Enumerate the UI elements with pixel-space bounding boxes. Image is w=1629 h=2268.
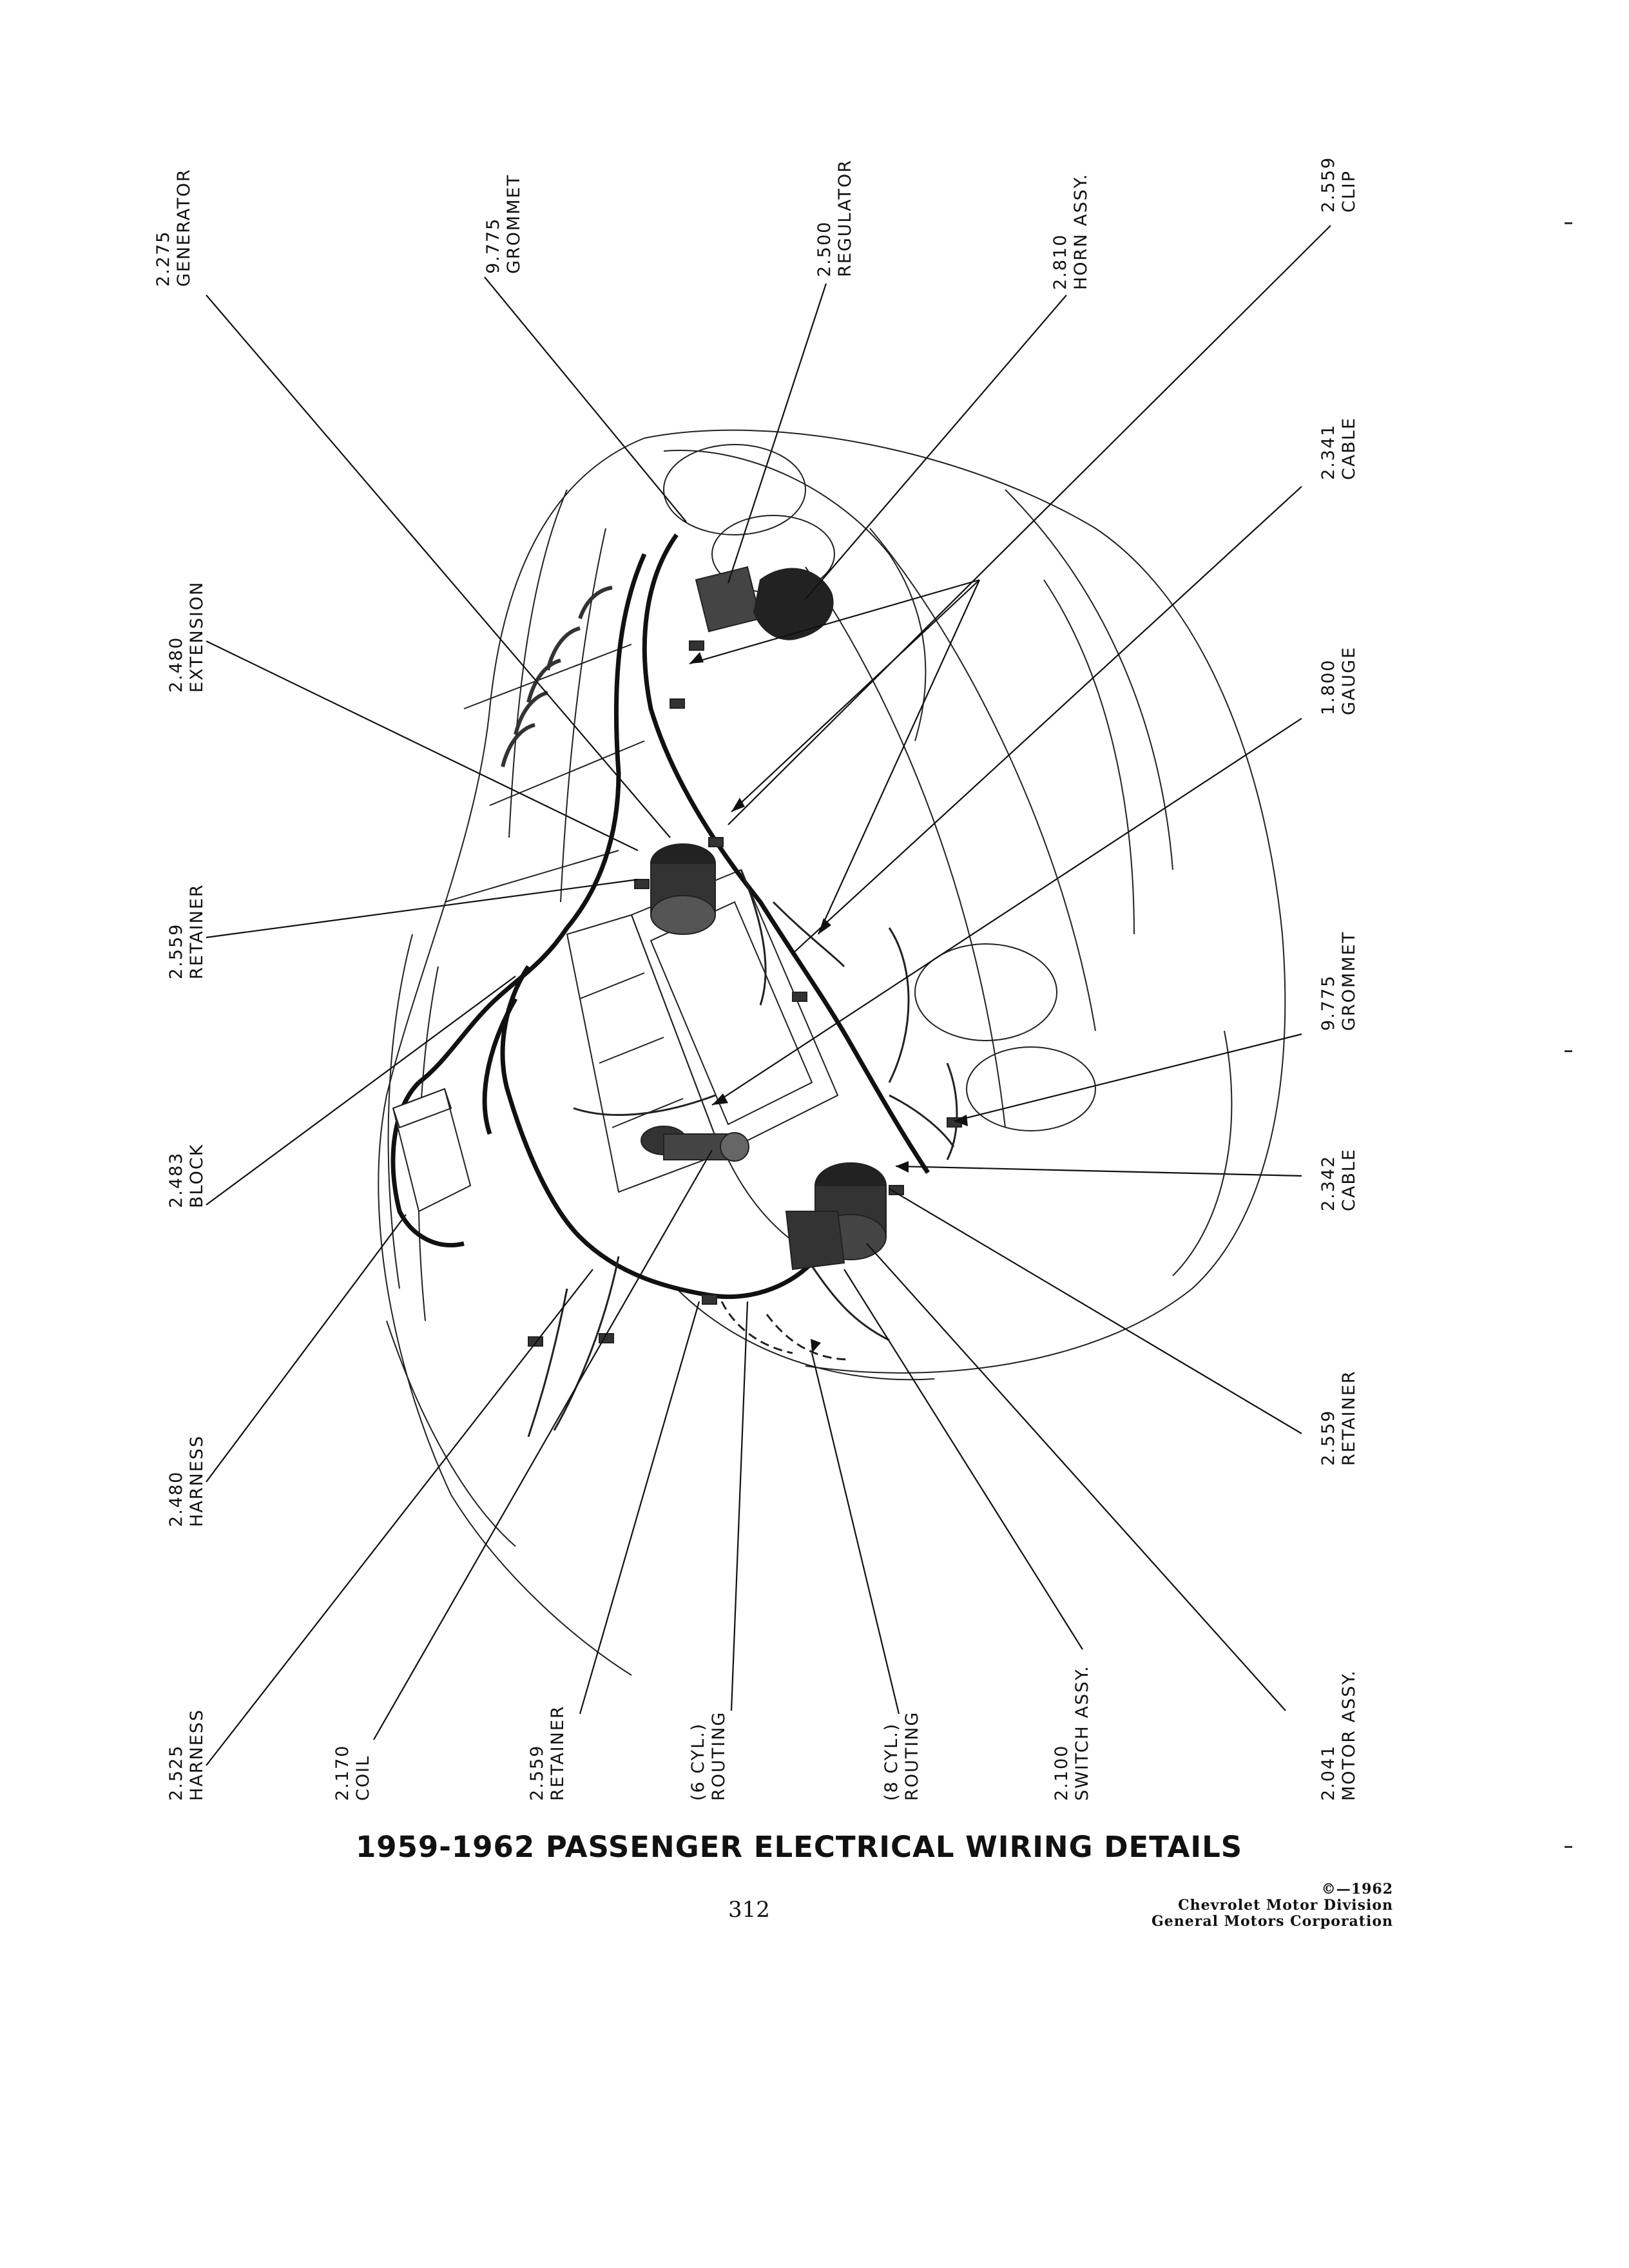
headlamps — [664, 445, 1095, 1131]
switch-unit — [786, 1211, 844, 1269]
label-retainer-left: 2.559 RETAINER — [166, 883, 207, 979]
label-block: 2.483 BLOCK — [166, 1143, 207, 1208]
horn-unit — [754, 569, 833, 640]
battery-block — [393, 1089, 470, 1211]
label-grommet-top: 9.775 GROMMET — [483, 173, 524, 274]
body-outline — [378, 430, 1285, 1675]
edge-mark — [1565, 222, 1572, 224]
label-cable-2342: 2.342 CABLE — [1318, 1148, 1359, 1211]
page-title: 1959-1962 PASSENGER ELECTRICAL WIRING DETAILS — [356, 1830, 1243, 1864]
label-gauge: 1.800 GAUGE — [1318, 646, 1359, 715]
credit-line-2: General Motors Corporation — [1151, 1913, 1393, 1930]
credit-line-1: Chevrolet Motor Division — [1178, 1897, 1393, 1914]
leader-lines — [206, 226, 1331, 1765]
copyright-year: ©—1962 — [1321, 1881, 1393, 1898]
label-regulator: 2.500 REGULATOR — [815, 159, 855, 277]
copyright-credit — [1152, 1881, 1393, 1930]
label-motor-assy: 2.041 MOTOR ASSY. — [1318, 1669, 1359, 1801]
coil-unit — [641, 1126, 749, 1161]
regulator-unit — [696, 567, 760, 631]
label-horn-assy: 2.810 HORN ASSY. — [1050, 173, 1091, 290]
label-switch-assy: 2.100 SWITCH ASSY. — [1052, 1665, 1092, 1801]
label-routing-6: (6 CYL.) ROUTING — [688, 1711, 729, 1801]
label-grommet-right: 9.775 GROMMET — [1318, 930, 1359, 1031]
label-routing-8: (8 CYL.) ROUTING — [882, 1711, 922, 1801]
edge-mark — [1565, 1846, 1572, 1848]
label-extension: 2.480 EXTENSION — [166, 581, 207, 693]
edge-mark — [1565, 1050, 1572, 1052]
page-number: 312 — [728, 1897, 770, 1923]
label-cable-2341: 2.341 CABLE — [1318, 417, 1359, 480]
label-coil: 2.170 COIL — [333, 1744, 373, 1801]
fender-vents — [503, 588, 612, 767]
label-generator: 2.275 GENERATOR — [153, 168, 194, 287]
label-harness-2480: 2.480 HARNESS — [166, 1434, 207, 1527]
label-clip: 2.559 CLIP — [1318, 156, 1359, 213]
generator-unit — [651, 844, 715, 934]
label-harness-2525: 2.525 HARNESS — [166, 1708, 207, 1801]
label-retainer-bottom: 2.559 RETAINER — [527, 1705, 568, 1801]
label-retainer-right: 2.559 RETAINER — [1318, 1370, 1359, 1466]
